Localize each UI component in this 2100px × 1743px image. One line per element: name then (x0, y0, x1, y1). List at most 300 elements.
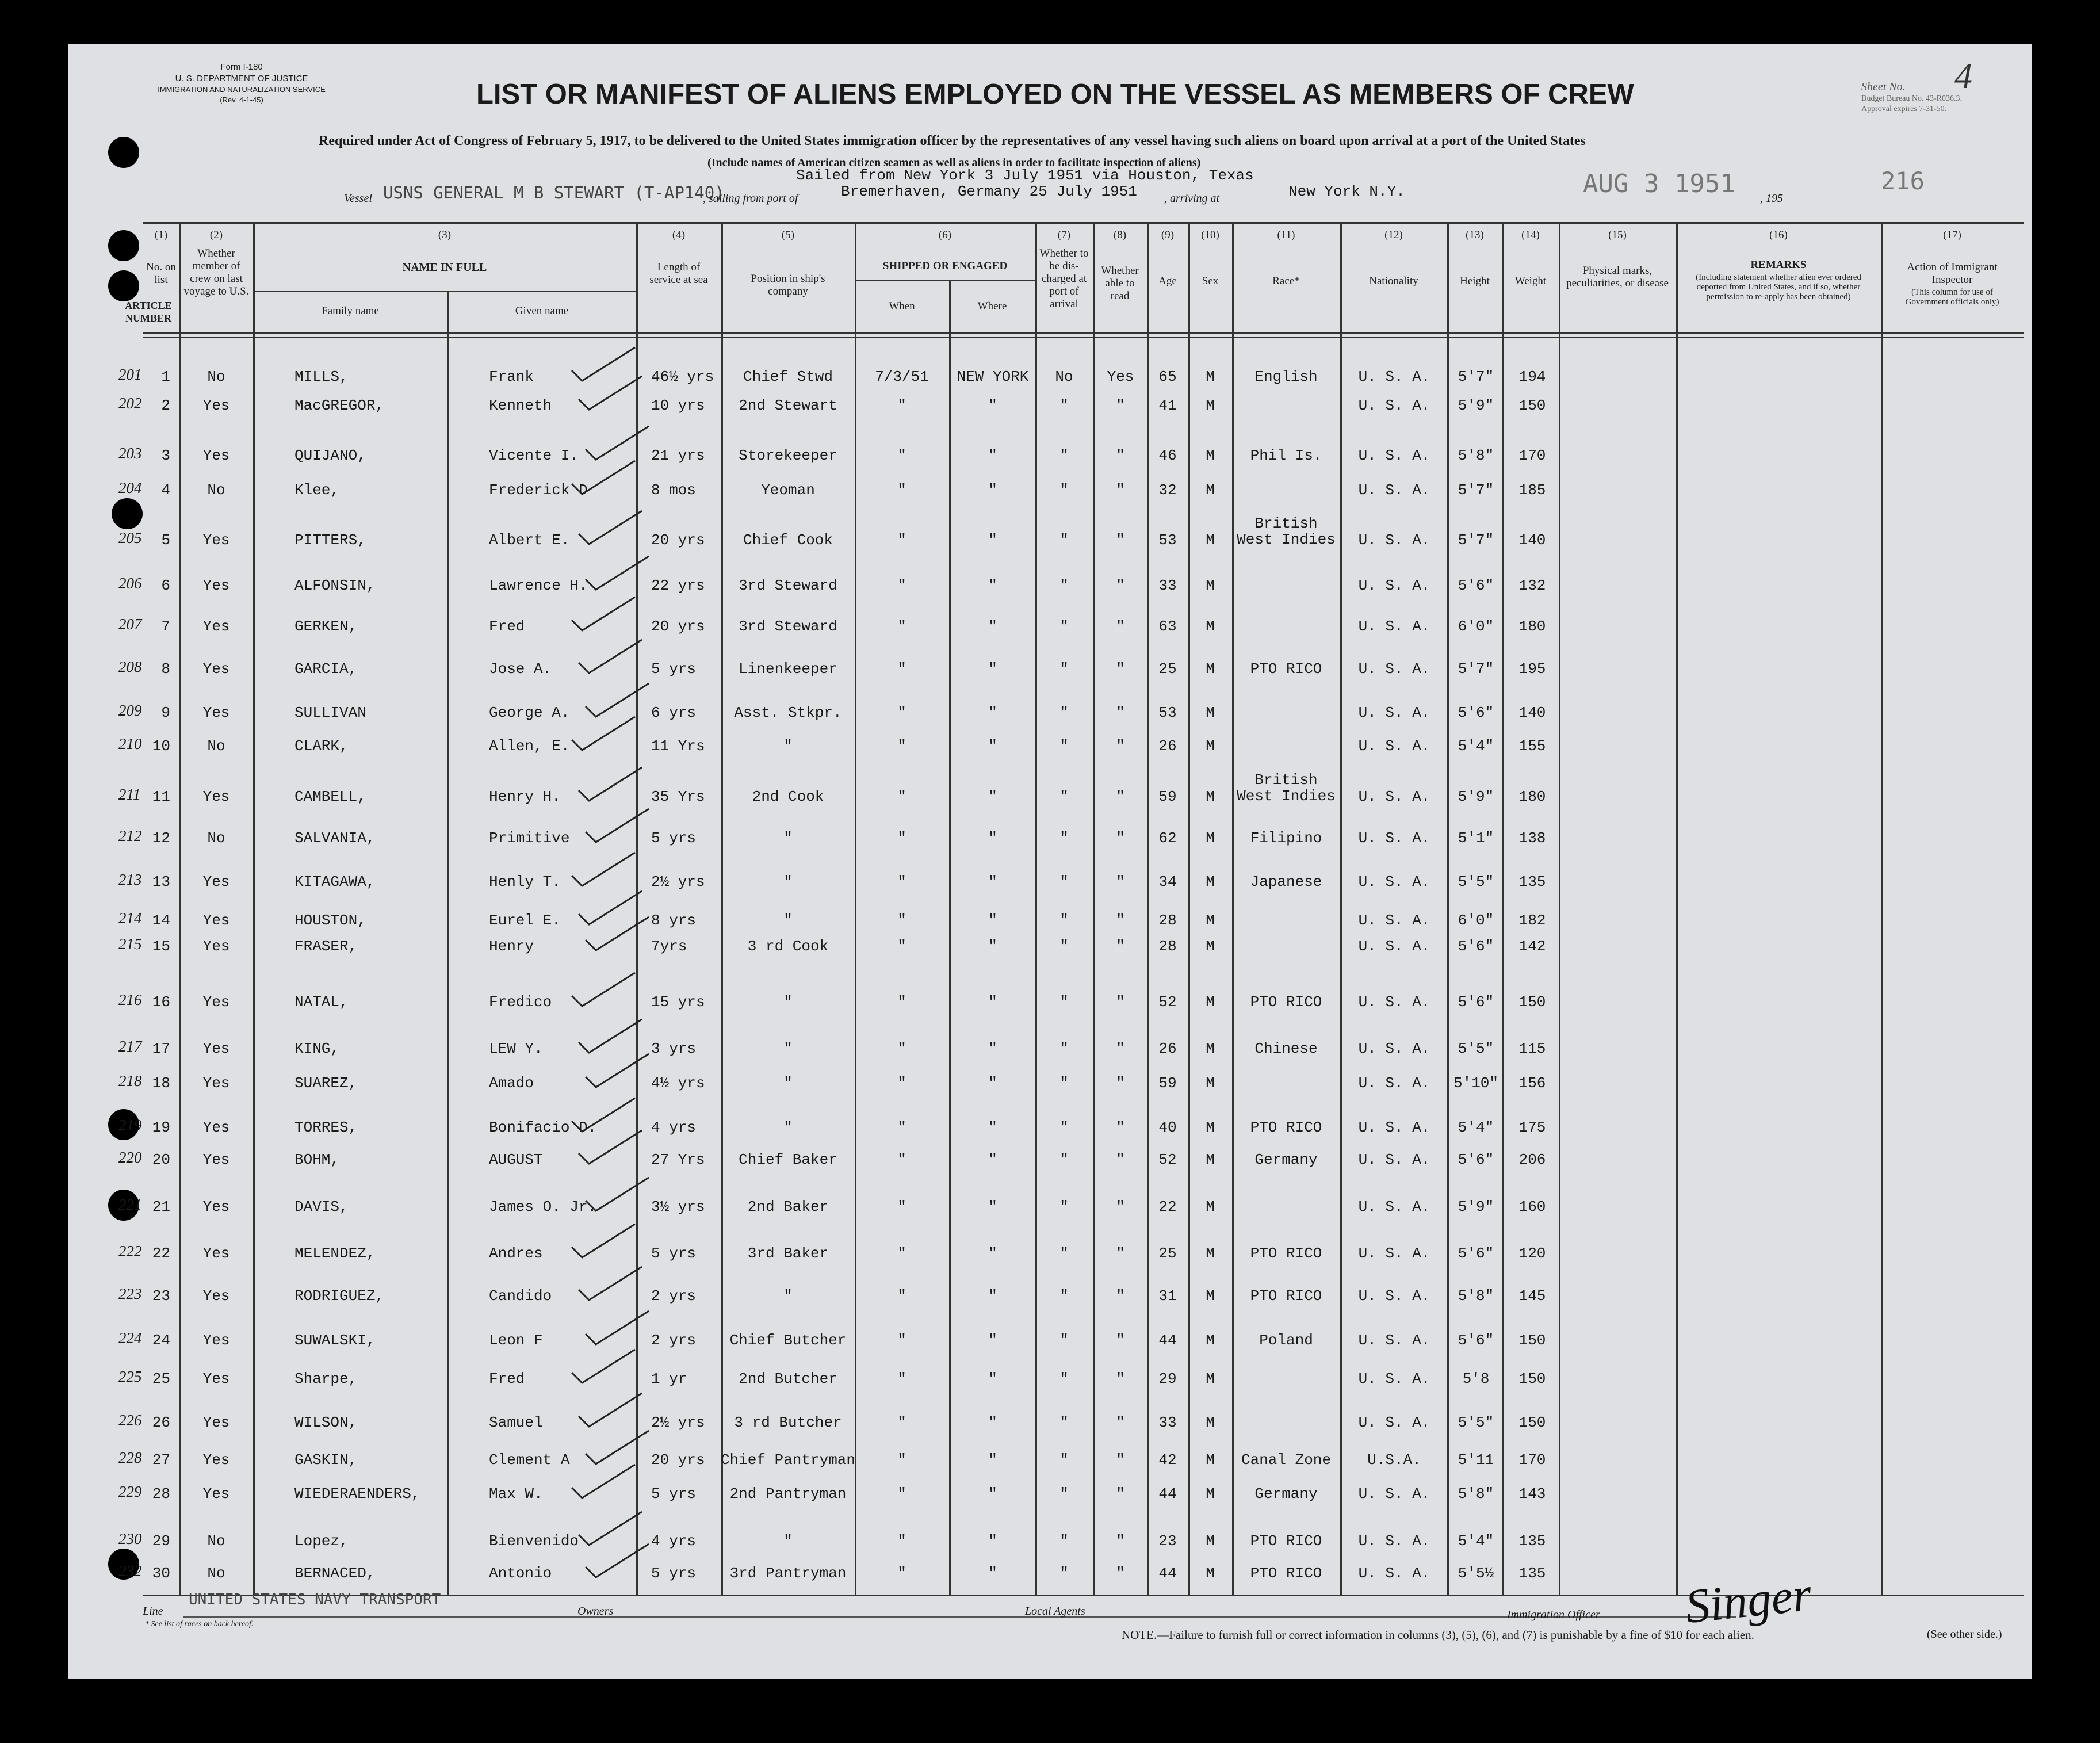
cell-family: Sharpe, (294, 1370, 358, 1387)
cell-when: " (897, 1075, 906, 1092)
cell-race: PTO RICO (1250, 660, 1322, 678)
cell-last: Yes (202, 1451, 230, 1469)
cell-height: 5'9" (1458, 788, 1494, 805)
article-number: 224 (118, 1329, 142, 1347)
cell-no: 21 (152, 1198, 170, 1215)
cell-last: Yes (202, 1485, 230, 1503)
cell-position: 2nd Pantryman (729, 1485, 847, 1503)
cell-age: 34 (1158, 873, 1177, 890)
cell-given: Jose A. (489, 660, 552, 678)
check-mark-icon (583, 1175, 652, 1215)
cell-no: 1 (161, 368, 170, 385)
cell-service: 2 yrs (651, 1332, 697, 1349)
cell-service: 8 yrs (651, 912, 697, 929)
cell-position: 2nd Butcher (739, 1370, 837, 1387)
cell-when: " (897, 660, 906, 678)
cell-weight: 170 (1518, 447, 1546, 464)
check-mark-icon (576, 765, 645, 805)
cell-where: " (988, 912, 997, 929)
cell-service: 22 yrs (651, 577, 705, 594)
requirement-text: Required under Act of Congress of February 5, 1917, to be delivered to the United States immigration officer by the representatives of any vessel having such aliens on board upon arrival at a port of the United States (319, 133, 1586, 148)
cell-position: Chief Butcher (729, 1332, 847, 1349)
column-rule (1559, 222, 1560, 1596)
cell-last: Yes (202, 397, 230, 414)
cell-given: Amado (489, 1075, 534, 1092)
cell-height: 5'6" (1458, 938, 1494, 955)
cell-position: " (783, 1287, 793, 1305)
cell-disch: " (1059, 1040, 1069, 1057)
cell-given: Henry H. (489, 788, 561, 805)
col9-header: Age (1158, 275, 1177, 287)
col12-header: Nationality (1369, 275, 1418, 287)
cell-nat: U. S. A. (1358, 1565, 1430, 1582)
footer-signature-rule (183, 1616, 1736, 1618)
cell-given: Bonifacio D. (489, 1119, 597, 1136)
cell-nat: U. S. A. (1358, 1040, 1430, 1057)
cell-disch: " (1059, 1287, 1069, 1305)
cell-position: 2nd Baker (747, 1198, 829, 1215)
cell-height: 5'6" (1458, 1332, 1494, 1349)
cell-service: 15 yrs (651, 993, 705, 1011)
cell-nat: U. S. A. (1358, 1075, 1430, 1092)
cell-disch: No (1055, 368, 1073, 385)
cell-read: " (1116, 830, 1125, 847)
cell-nat: U. S. A. (1358, 397, 1430, 414)
cell-disch: " (1059, 618, 1069, 635)
cell-age: 33 (1158, 1414, 1177, 1431)
col16-header: REMARKS (1750, 259, 1807, 271)
cell-weight: 194 (1518, 368, 1546, 385)
cell-weight: 156 (1518, 1075, 1546, 1092)
cell-age: 41 (1158, 397, 1177, 414)
cell-nat: U. S. A. (1358, 577, 1430, 594)
departure-port: Bremerhaven, Germany 25 July 1951 (841, 183, 1137, 200)
cell-family: WIEDERAENDERS, (294, 1485, 420, 1503)
cell-where: " (988, 1119, 997, 1136)
col16-note: (Including statement whether alien ever ordered deported from United States, and if so, whether permission to re-apply has been obtained) (1696, 273, 1861, 301)
cell-where: " (988, 577, 997, 594)
cell-height: 5'8" (1458, 1287, 1494, 1305)
cell-nat: U. S. A. (1358, 1245, 1430, 1262)
cell-service: 7yrs (651, 938, 687, 955)
col12-number: (12) (1384, 229, 1403, 241)
cell-given: Fred (489, 618, 525, 635)
cell-family: SUWALSKI, (294, 1332, 376, 1349)
cell-when: " (897, 830, 906, 847)
cell-no: 7 (161, 618, 170, 635)
approval-expiry: Approval expires 7-31-50. (1861, 105, 1947, 113)
cell-when: " (897, 1485, 906, 1503)
cell-age: 32 (1158, 481, 1177, 499)
article-number: 205 (118, 529, 142, 546)
cell-service: 20 yrs (651, 618, 705, 635)
cell-age: 44 (1158, 1565, 1177, 1582)
article-number: 209 (118, 702, 142, 719)
cell-nat: U. S. A. (1358, 447, 1430, 464)
cell-last: Yes (202, 1245, 230, 1262)
column-rule (1340, 222, 1342, 1596)
cell-service: 21 yrs (651, 447, 705, 464)
cell-disch: " (1059, 1565, 1069, 1582)
cell-sex: M (1206, 1040, 1215, 1057)
cell-service: 3 yrs (651, 1040, 697, 1057)
cell-when: " (897, 447, 906, 464)
cell-read: " (1116, 873, 1125, 890)
cell-weight: 115 (1518, 1040, 1546, 1057)
cell-family: Lopez, (294, 1532, 349, 1550)
cell-read: " (1116, 1245, 1125, 1262)
col4-number: (4) (672, 229, 686, 241)
column-rule (253, 222, 255, 1596)
cell-given: Fred (489, 1370, 525, 1387)
cell-where: " (988, 1565, 997, 1582)
cell-family: GASKIN, (294, 1451, 358, 1469)
cell-nat: U. S. A. (1358, 481, 1430, 499)
cell-disch: " (1059, 1451, 1069, 1469)
cell-age: 42 (1158, 1451, 1177, 1469)
cell-height: 5'8" (1458, 447, 1494, 464)
cell-family: FRASER, (294, 938, 358, 955)
cell-sex: M (1206, 577, 1215, 594)
line-value: UNITED STATES NAVY TRANSPORT (189, 1591, 441, 1608)
cell-where: " (988, 1485, 997, 1503)
check-mark-icon (569, 850, 638, 890)
col8-number: (8) (1113, 229, 1127, 241)
column-rule (1881, 222, 1883, 1596)
col14-header: Weight (1514, 275, 1547, 287)
cell-service: 4½ yrs (651, 1075, 705, 1092)
col9-number: (9) (1161, 229, 1175, 241)
cell-family: GARCIA, (294, 660, 358, 678)
cell-nat: U. S. A. (1358, 1370, 1430, 1387)
col6-header: SHIPPED OR ENGAGED (882, 260, 1008, 272)
cell-nat: U. S. A. (1358, 830, 1430, 847)
cell-last: Yes (202, 912, 230, 929)
cell-read: " (1116, 532, 1125, 549)
cell-weight: 155 (1518, 737, 1546, 755)
cell-age: 33 (1158, 577, 1177, 594)
penalty-note: NOTE.—Failure to furnish full or correct information in columns (3), (5), (6), and (7) is punishable by a fine of $10 for each alien. (1122, 1628, 1754, 1642)
year-suffix: , 195 (1760, 192, 1783, 205)
cell-no: 11 (152, 788, 170, 805)
cell-service: 20 yrs (651, 1451, 705, 1469)
col4-header: Length of service at sea (649, 261, 708, 286)
cell-age: 62 (1158, 830, 1177, 847)
cell-given: Clement A (489, 1451, 570, 1469)
cell-position: " (783, 1040, 793, 1057)
cell-last: No (207, 1565, 225, 1582)
article-number: 230 (118, 1530, 142, 1547)
cell-no: 28 (152, 1485, 170, 1503)
col13-header: Height (1460, 275, 1490, 287)
cell-where: " (988, 737, 997, 755)
cell-read: " (1116, 577, 1125, 594)
cell-where: " (988, 1245, 997, 1262)
cell-given: James O. Jr. (489, 1198, 597, 1215)
cell-last: Yes (202, 660, 230, 678)
cell-nat: U. S. A. (1358, 1485, 1430, 1503)
form-revision: (Rev. 4-1-45) (220, 95, 263, 104)
cell-service: 5 yrs (651, 660, 697, 678)
cell-disch: " (1059, 788, 1069, 805)
cell-height: 5'8 (1462, 1370, 1490, 1387)
col11-header: Race* (1272, 275, 1300, 287)
cell-family: NATAL, (294, 993, 349, 1011)
arrival-port: New York N.Y. (1288, 183, 1405, 200)
include-note: (Include names of American citizen seamen as well as aliens in order to facilitate inspection of aliens) (707, 156, 1201, 169)
cell-when: " (897, 1451, 906, 1469)
cell-given: Henly T. (489, 873, 561, 890)
cell-no: 9 (161, 704, 170, 721)
cell-disch: " (1059, 1414, 1069, 1431)
cell-where: " (988, 1040, 997, 1057)
cell-family: PITTERS, (294, 532, 366, 549)
column-rule (447, 291, 449, 1596)
cell-given: Andres (489, 1245, 543, 1262)
cell-age: 44 (1158, 1332, 1177, 1349)
col10-number: (10) (1201, 229, 1219, 241)
cell-race: Chinese (1254, 1040, 1318, 1057)
cell-weight: 150 (1518, 1370, 1546, 1387)
punch-hole (112, 498, 143, 529)
cell-disch: " (1059, 1485, 1069, 1503)
cell-height: 5'1" (1458, 830, 1494, 847)
cell-sex: M (1206, 1198, 1215, 1215)
cell-sex: M (1206, 1075, 1215, 1092)
when-header: When (889, 300, 915, 312)
cell-disch: " (1059, 397, 1069, 414)
cell-when: " (897, 1040, 906, 1057)
cell-sex: M (1206, 1287, 1215, 1305)
cell-age: 26 (1158, 737, 1177, 755)
cell-nat: U. S. A. (1358, 704, 1430, 721)
cell-no: 19 (152, 1119, 170, 1136)
column-rule (949, 280, 951, 1596)
cell-disch: " (1059, 993, 1069, 1011)
cell-sex: M (1206, 1485, 1215, 1503)
cell-no: 12 (152, 830, 170, 847)
cell-when: " (897, 737, 906, 755)
sheet-number: 4 (1954, 57, 1972, 96)
cell-position: 3rd Steward (739, 577, 837, 594)
cell-no: 18 (152, 1075, 170, 1092)
cell-weight: 145 (1518, 1287, 1546, 1305)
cell-last: Yes (202, 1332, 230, 1349)
cell-position: " (783, 873, 793, 890)
cell-service: 5 yrs (651, 1565, 697, 1582)
cell-height: 5'11 (1458, 1451, 1494, 1469)
cell-height: 5'6" (1458, 993, 1494, 1011)
cell-disch: " (1059, 830, 1069, 847)
cell-weight: 150 (1518, 993, 1546, 1011)
cell-given: Kenneth (489, 397, 552, 414)
cell-where: " (988, 938, 997, 955)
cell-age: 25 (1158, 660, 1177, 678)
races-note: * See list of races on back hereof. (145, 1620, 254, 1629)
cell-where: " (988, 618, 997, 635)
cell-no: 13 (152, 873, 170, 890)
local-agents-label: Local Agents (1025, 1605, 1085, 1618)
cell-service: 2½ yrs (651, 1414, 705, 1431)
cell-position: Yeoman (761, 481, 815, 499)
cell-read: " (1116, 1075, 1125, 1092)
cell-height: 5'9" (1458, 1198, 1494, 1215)
cell-age: 23 (1158, 1532, 1177, 1550)
cell-when: " (897, 397, 906, 414)
cell-disch: " (1059, 1370, 1069, 1387)
article-number: 232 (118, 1562, 142, 1580)
cell-disch: " (1059, 737, 1069, 755)
cell-race: PTO RICO (1250, 1245, 1322, 1262)
cell-disch: " (1059, 532, 1069, 549)
cell-weight: 175 (1518, 1119, 1546, 1136)
cell-height: 5'4" (1458, 737, 1494, 755)
cell-nat: U. S. A. (1358, 788, 1430, 805)
article-number-header: ARTICLE NUMBER (125, 300, 172, 324)
cell-read: " (1116, 1451, 1125, 1469)
cell-position: Chief Stwd (743, 368, 833, 385)
cell-weight: 135 (1518, 1532, 1546, 1550)
cell-nat: U. S. A. (1358, 1287, 1430, 1305)
cell-weight: 150 (1518, 397, 1546, 414)
cell-read: " (1116, 1532, 1125, 1550)
cell-last: No (207, 1532, 225, 1550)
cell-sex: M (1206, 830, 1215, 847)
cell-when: " (897, 1414, 906, 1431)
cell-where: " (988, 1287, 997, 1305)
cell-last: Yes (202, 618, 230, 635)
col15-header: Physical marks, peculiarities, or disease (1566, 265, 1669, 289)
cell-sex: M (1206, 1245, 1215, 1262)
check-mark-icon (576, 637, 645, 678)
vessel-label: Vessel (344, 192, 372, 205)
col1-header: No. on list (146, 261, 176, 286)
article-number: 229 (118, 1483, 142, 1500)
cell-family: HOUSTON, (294, 912, 366, 929)
cell-weight: 142 (1518, 938, 1546, 955)
cell-read: " (1116, 481, 1125, 499)
cell-nat: U. S. A. (1358, 1198, 1430, 1215)
cell-when: " (897, 1370, 906, 1387)
cell-no: 24 (152, 1332, 170, 1349)
check-mark-icon (569, 1347, 638, 1387)
cell-position: 2nd Cook (752, 788, 824, 805)
cell-position: 3 rd Cook (747, 938, 829, 955)
cell-nat: U. S. A. (1358, 938, 1430, 955)
line-label: Line (143, 1605, 163, 1618)
article-number: 220 (118, 1149, 142, 1166)
article-number: 217 (118, 1038, 142, 1055)
col7-header: Whether to be dis-charged at port of arrival (1039, 247, 1089, 310)
cell-disch: " (1059, 1332, 1069, 1349)
cell-read: " (1116, 1332, 1125, 1349)
cell-age: 52 (1158, 993, 1177, 1011)
cell-last: Yes (202, 1370, 230, 1387)
cell-weight: 150 (1518, 1332, 1546, 1349)
cell-sex: M (1206, 1119, 1215, 1136)
article-number: 226 (118, 1412, 142, 1429)
col13-number: (13) (1466, 229, 1484, 241)
col10-header: Sex (1202, 275, 1219, 287)
cell-service: 20 yrs (651, 532, 705, 549)
cell-no: 27 (152, 1451, 170, 1469)
cell-read: " (1116, 447, 1125, 464)
check-mark-icon (583, 1542, 652, 1582)
check-mark-icon (569, 1462, 638, 1503)
article-number: 221 (118, 1196, 142, 1213)
article-number: 225 (118, 1368, 142, 1385)
cell-position: Chief Cook (743, 532, 833, 549)
cell-no: 6 (161, 577, 170, 594)
cell-disch: " (1059, 1119, 1069, 1136)
cell-service: 3½ yrs (651, 1198, 705, 1215)
cell-race: Germany (1254, 1151, 1318, 1168)
cell-age: 29 (1158, 1370, 1177, 1387)
cell-given: Primitive (489, 830, 570, 847)
cell-position: Chief Pantryman (720, 1451, 856, 1469)
cell-weight: 185 (1518, 481, 1546, 499)
cell-weight: 140 (1518, 704, 1546, 721)
cell-last: Yes (202, 1075, 230, 1092)
column-rule (1093, 222, 1095, 1596)
column-rule (1147, 222, 1149, 1596)
cell-no: 3 (161, 447, 170, 464)
cell-position: Asst. Stkpr. (734, 704, 842, 721)
cell-height: 5'10" (1453, 1075, 1499, 1092)
cell-nat: U. S. A. (1358, 1414, 1430, 1431)
cell-weight: 135 (1518, 873, 1546, 890)
cell-position: " (783, 912, 793, 929)
cell-weight: 206 (1518, 1151, 1546, 1168)
article-number: 203 (118, 445, 142, 462)
cell-race: Canal Zone (1241, 1451, 1332, 1469)
col1-number: (1) (154, 229, 168, 241)
cell-nat: U. S. A. (1358, 873, 1430, 890)
cell-service: 5 yrs (651, 1485, 697, 1503)
cell-when: " (897, 1151, 906, 1168)
cell-service: 1 yr (651, 1370, 687, 1387)
cell-height: 5'5" (1458, 873, 1494, 890)
cell-position: 3rd Baker (747, 1245, 829, 1262)
check-mark-icon (576, 1128, 645, 1168)
cell-nat: U.S.A. (1367, 1451, 1421, 1469)
service-name: IMMIGRATION AND NATURALIZATION SERVICE (158, 85, 326, 94)
cell-disch: " (1059, 1198, 1069, 1215)
cell-sex: M (1206, 618, 1215, 635)
cell-height: 6'0" (1458, 912, 1494, 929)
check-mark-icon (583, 806, 652, 847)
cell-given: Frank (489, 368, 534, 385)
cell-last: No (207, 737, 225, 755)
cell-last: Yes (202, 788, 230, 805)
cell-weight: 170 (1518, 1451, 1546, 1469)
cell-when: " (897, 618, 906, 635)
cell-family: QUIJANO, (294, 447, 366, 464)
cell-where: " (988, 873, 997, 890)
cell-nat: U. S. A. (1358, 1332, 1430, 1349)
col11-number: (11) (1277, 229, 1295, 241)
cell-read: " (1116, 618, 1125, 635)
cell-sex: M (1206, 1414, 1215, 1431)
sheet-label: Sheet No. (1861, 81, 1906, 93)
cell-nat: U. S. A. (1358, 368, 1430, 385)
cell-position: Storekeeper (739, 447, 837, 464)
table-top-rule (143, 222, 2024, 224)
cell-family: MacGREGOR, (294, 397, 385, 414)
check-mark-icon (583, 1052, 652, 1092)
cell-when: " (897, 993, 906, 1011)
cell-given: Leon F (489, 1332, 543, 1349)
